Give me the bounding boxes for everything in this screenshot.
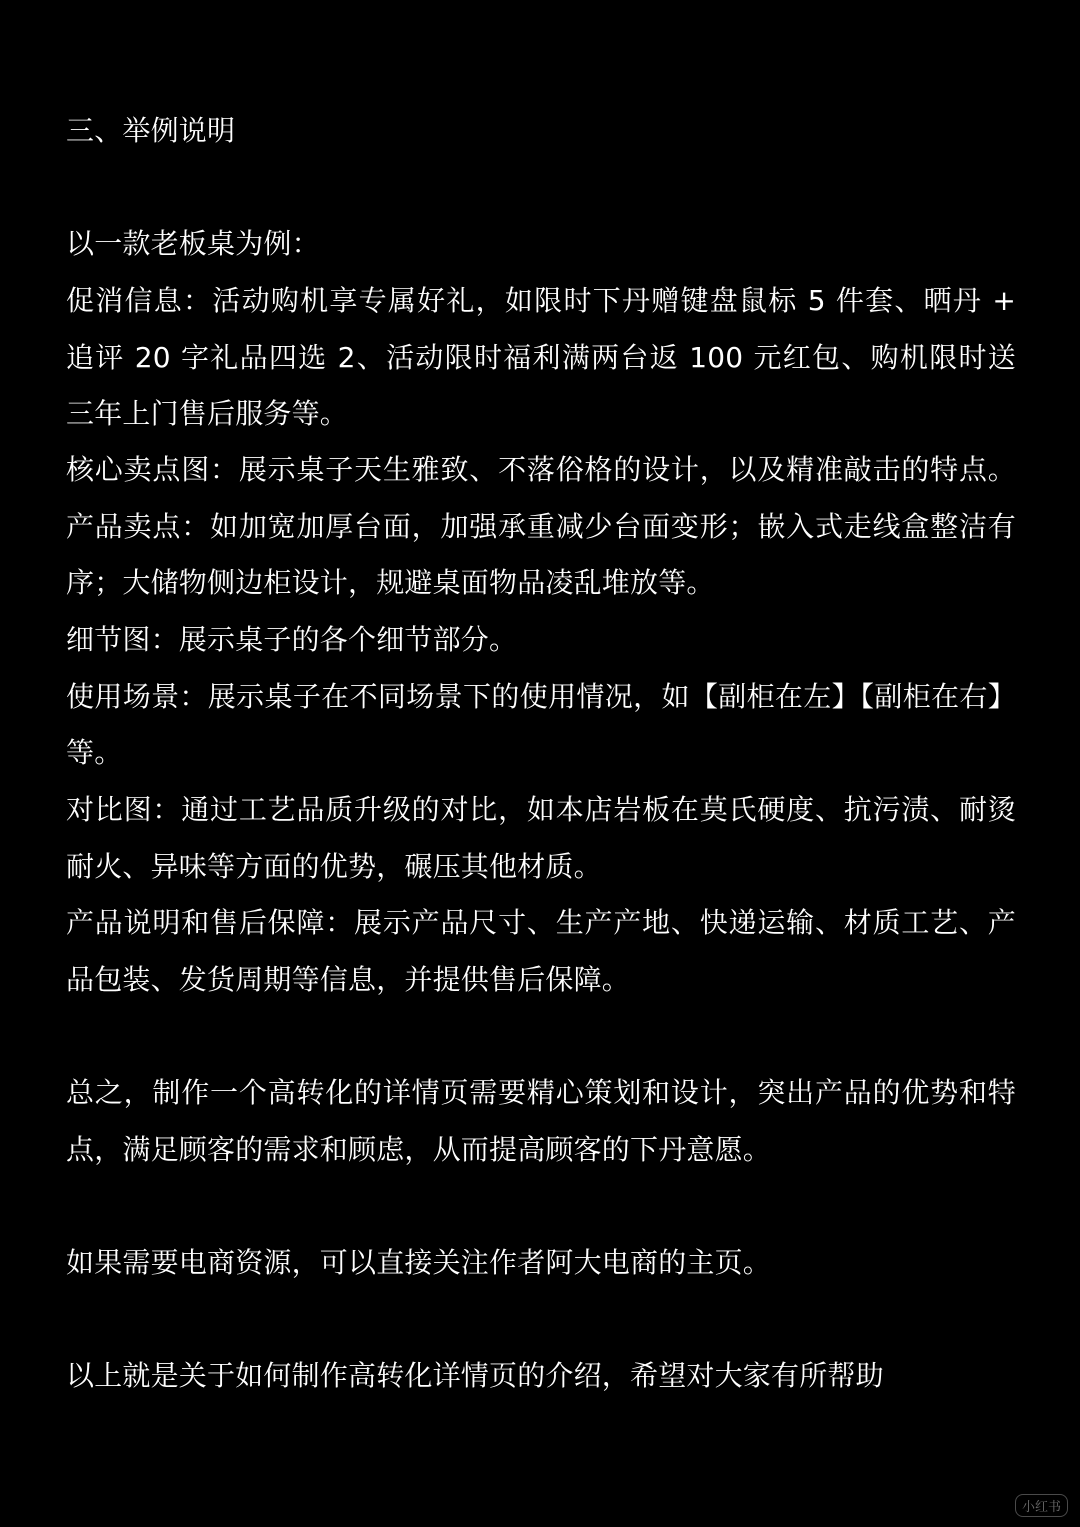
summary-line-1: 总之，制作一个高转化的详情页需要精心策划和设计，突出产品的优势和特 bbox=[66, 1076, 1016, 1109]
promo-line-3: 三年上门售后服务等。 bbox=[66, 397, 349, 430]
core-selling-point-line: 核心卖点图：展示桌子天生雅致、不落俗格的设计，以及精准敲击的特点。 bbox=[66, 453, 1016, 486]
comparison-line-2: 耐火、异味等方面的优势，碾压其他材质。 bbox=[66, 850, 602, 883]
summary-line-2: 点，满足顾客的需求和顾虑，从而提高顾客的下丹意愿。 bbox=[66, 1133, 772, 1166]
comparison-line-1: 对比图：通过工艺品质升级的对比，如本店岩板在莫氏硬度、抗污渍、耐烫 bbox=[66, 793, 1016, 826]
after-sales-line-1: 产品说明和售后保障：展示产品尺寸、生产产地、快递运输、材质工艺、产 bbox=[66, 906, 1016, 939]
section-title: 三、举例说明 bbox=[66, 114, 236, 147]
usage-scene-line-1: 使用场景：展示桌子在不同场景下的使用情况，如【副柜在左】【副柜在右】 bbox=[66, 680, 1016, 713]
watermark-logo: 小红书 bbox=[1015, 1494, 1068, 1517]
promo-line-2: 追评 20 字礼品四选 2、活动限时福利满两台返 100 元红包、购机限时送 bbox=[66, 341, 1016, 374]
usage-scene-line-2: 等。 bbox=[66, 736, 123, 769]
product-selling-point-line-2: 序；大储物侧边柜设计，规避桌面物品凌乱堆放等。 bbox=[66, 566, 715, 599]
product-selling-point-line-1: 产品卖点：如加宽加厚台面，加强承重减少台面变形；嵌入式走线盒整洁有 bbox=[66, 510, 1016, 543]
intro-line: 以一款老板桌为例： bbox=[66, 227, 320, 260]
after-sales-line-2: 品包装、发货周期等信息，并提供售后保障。 bbox=[66, 963, 631, 996]
promo-line-1: 促消信息：活动购机享专属好礼，如限时下丹赠键盘鼠标 5 件套、晒丹 + bbox=[66, 284, 1016, 317]
closing-line: 以上就是关于如何制作高转化详情页的介绍，希望对大家有所帮助 bbox=[66, 1359, 884, 1392]
detail-image-line: 细节图：展示桌子的各个细节部分。 bbox=[66, 623, 518, 656]
resource-note: 如果需要电商资源，可以直接关注作者阿大电商的主页。 bbox=[66, 1246, 772, 1279]
